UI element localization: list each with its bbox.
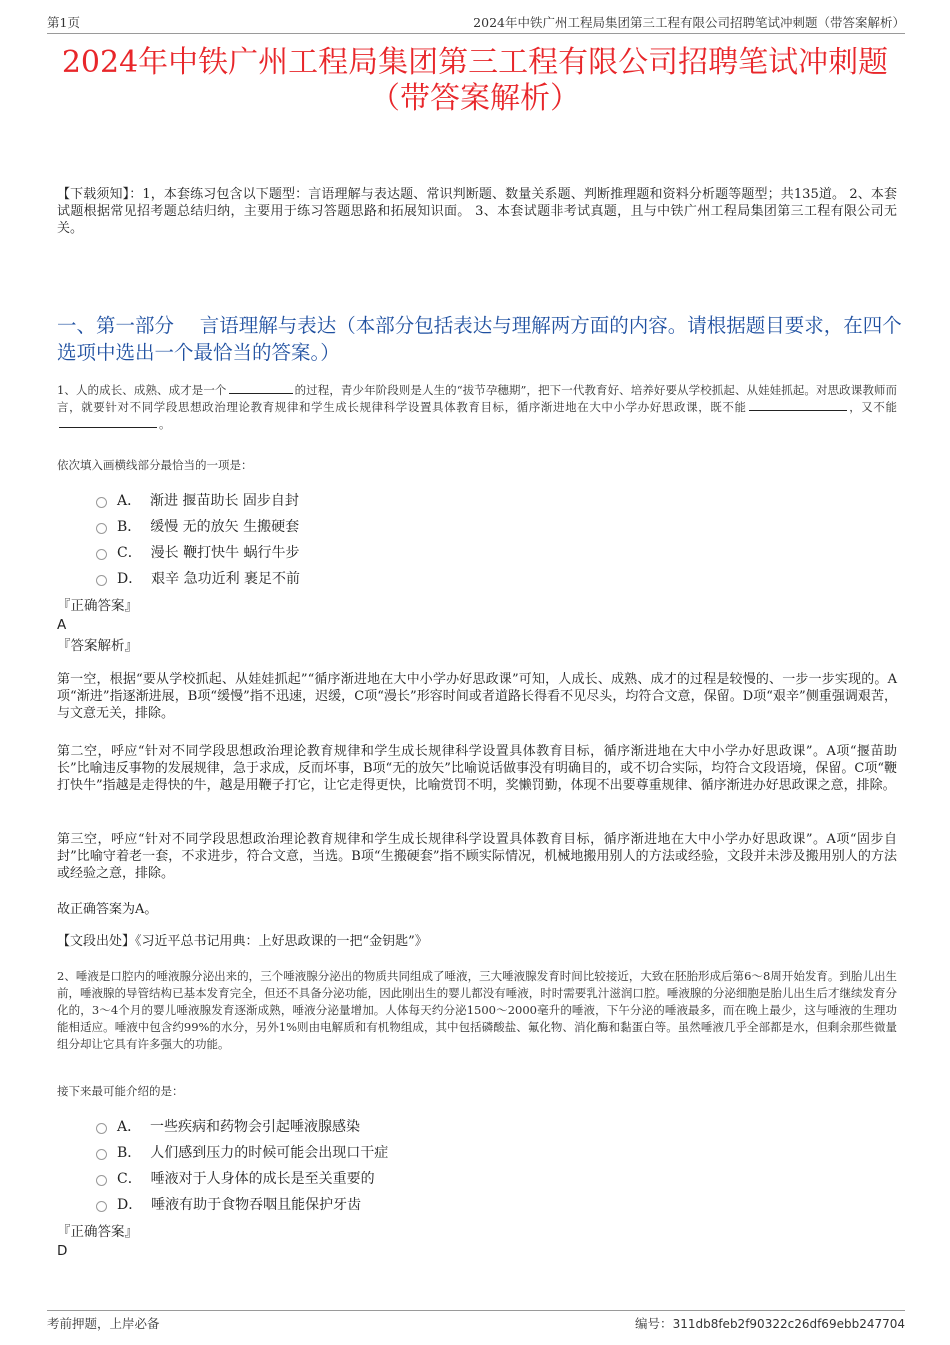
option-text: 人们感到压力的时候可能会出现口干症 bbox=[150, 1145, 389, 1161]
q1-blank-2 bbox=[749, 399, 847, 411]
option-key: B． bbox=[117, 1145, 142, 1161]
option-key: B． bbox=[117, 519, 142, 535]
q1-stem-part-d: 。 bbox=[159, 417, 171, 431]
question-1-stem bbox=[57, 382, 897, 433]
q1-stem-part-b: 的过程，青少年阶段则是人生的“拔节孕穗期”，把下一代教育好、培养好要从学校抓起、从娃娃抓起。对思政课教师而言，就要针对不同学段思想政治理论教育规律和学生成长规律科学设置具体教育目标，循序渐进地在大中小学办好思政课，既不能 bbox=[57, 383, 897, 414]
option-key: A． bbox=[117, 493, 142, 509]
q2-option-b[interactable] bbox=[96, 1143, 388, 1163]
q1-prompt: 依次填入画横线部分最恰当的一项是： bbox=[57, 458, 253, 472]
q1-option-d[interactable] bbox=[96, 569, 300, 589]
download-notice: 【下载须知】：1，本套练习包含以下题型：言语理解与表达题、常识判断题、数量关系题、判断推理题和资料分析题等题型；共135道。 2、本套试题根据常见招考题总结归纳，主要用于练习答题思路和拓展知识面。 3、本套试题非考试真题，且与中铁广州工程局集团第三工程有限公司无关。 bbox=[57, 187, 897, 236]
q1-conclusion: 故正确答案为A。 bbox=[57, 902, 158, 917]
option-key: D． bbox=[117, 1197, 143, 1213]
q2-option-c[interactable] bbox=[96, 1169, 375, 1189]
option-key: D． bbox=[117, 571, 143, 587]
option-text: 渐进 揠苗助长 固步自封 bbox=[150, 493, 299, 509]
page-title: 2024年中铁广州工程局集团第三工程有限公司招聘笔试冲刺题 bbox=[61, 45, 889, 80]
section-title: 一、第一部分 言语理解与表达（本部分包括表达与理解两方面的内容。请根据题目要求，在四个选项中选出一个最恰当的答案。） bbox=[57, 314, 902, 364]
q1-analysis-3: 第三空，呼应“针对不同学段思想政治理论教育规律和学生成长规律科学设置具体教育目标，循序渐进地在大中小学办好思政课”。A项“固步自封”比喻守着老一套，不求进步，符合文意，当选。B项“生搬硬套”指不顾实际情况，机械地搬用别人的方法或经验，文段并未涉及搬用别人的方法或经验之意，排除。 bbox=[57, 832, 897, 881]
option-text: 艰辛 急功近利 裹足不前 bbox=[151, 571, 301, 587]
q1-answer-label: 『正确答案』 bbox=[57, 598, 138, 614]
q2-option-a[interactable] bbox=[96, 1117, 360, 1137]
q1-analysis-1: 第一空，根据“要从学校抓起、从娃娃抓起”“循序渐进地在大中小学办好思政课”可知，人成长、成熟、成才的过程是较慢的、一步一步实现的。A项“渐进”指逐渐进展，B项“缓慢”指不迅速，迟缓，C项“漫长”形容时间或者道路长得看不见尽头，均符合文意，保留。D项“艰辛”侧重强调艰苦，与文意无关，排除。 bbox=[57, 672, 897, 721]
q2-prompt: 接下来最可能介绍的是： bbox=[57, 1084, 184, 1098]
q1-answer: A bbox=[57, 617, 67, 633]
q1-analysis-label: 『答案解析』 bbox=[57, 638, 138, 654]
page-subtitle: （带答案解析） bbox=[370, 81, 580, 116]
radio-icon[interactable] bbox=[96, 1123, 107, 1134]
option-text: 一些疾病和药物会引起唾液腺感染 bbox=[150, 1119, 361, 1135]
header-divider bbox=[47, 33, 905, 34]
q1-source: 【文段出处】《习近平总书记用典：上好思政课的一把“金钥匙”》 bbox=[57, 934, 428, 949]
header-doc-title: 2024年中铁广州工程局集团第三工程有限公司招聘笔试冲刺题（带答案解析） bbox=[473, 15, 905, 30]
radio-icon[interactable] bbox=[96, 523, 107, 534]
q2-answer-label: 『正确答案』 bbox=[57, 1224, 138, 1240]
q1-blank-3 bbox=[59, 416, 157, 428]
footer-divider bbox=[47, 1310, 905, 1311]
option-text: 唾液有助于食物吞咽且能保护牙齿 bbox=[151, 1197, 362, 1213]
q1-stem-part-a: 1、人的成长、成熟、成才是一个 bbox=[57, 383, 227, 397]
option-text: 缓慢 无的放矢 生搬硬套 bbox=[150, 519, 300, 535]
footer-code bbox=[635, 1314, 905, 1332]
radio-icon[interactable] bbox=[96, 497, 107, 508]
radio-icon[interactable] bbox=[96, 575, 107, 586]
q1-analysis-2: 第二空，呼应“针对不同学段思想政治理论教育规律和学生成长规律科学设置具体教育目标，循序渐进地在大中小学办好思政课”。A项“揠苗助长”比喻违反事物的发展规律，急于求成，反而坏事，B项“无的放矢”比喻说话做事没有明确目的，或不切合实际，均符合文段语境，保留。C项“鞭打快牛”指越是走得快的牛，越是用鞭子打它，让它走得更快，比喻赏罚不明，奖懒罚勤，体现不出要尊重规律、循序渐进办好思政课之意，排除。 bbox=[57, 744, 897, 793]
option-key: A． bbox=[117, 1119, 142, 1135]
radio-icon[interactable] bbox=[96, 1201, 107, 1212]
question-2-stem: 2、唾液是口腔内的唾液腺分泌出来的，三个唾液腺分泌出的物质共同组成了唾液，三大唾液腺发育时间比较接近，大致在胚胎形成后第6～8周开始发育。到胎儿出生前，唾液腺的导管结构已基本发育完全，但还不具备分泌功能，因此刚出生的婴儿都没有唾液，时时需要乳汁滋润口腔。唾液腺的分泌细胞是胎儿出生后才继续发育分化的，3～4个月的婴儿唾液腺发育逐渐成熟，唾液分泌量增加。人体每天约分泌1500～2000毫升的唾液，下午分泌的唾液最多，而在晚上最少，这与唾液的生理功能相适应。唾液中包含约99%的水分，另外1%则由电解质和有机物组成，其中包括磷酸盐、氟化物、消化酶和黏蛋白等。虽然唾液几乎全部都是水，但剩余那些微量组分却让它具有许多强大的功能。 bbox=[57, 969, 897, 1051]
q1-option-c[interactable] bbox=[96, 543, 300, 563]
q2-answer: D bbox=[57, 1243, 68, 1259]
footer-code-value: 311db8feb2f90322c26df69ebb247704 bbox=[672, 1317, 905, 1331]
radio-icon[interactable] bbox=[96, 549, 107, 560]
page-number: 第1页 bbox=[47, 15, 80, 30]
q1-option-b[interactable] bbox=[96, 517, 299, 537]
radio-icon[interactable] bbox=[96, 1175, 107, 1186]
footer-slogan: 考前押题，上岸必备 bbox=[47, 1316, 160, 1331]
radio-icon[interactable] bbox=[96, 1149, 107, 1160]
option-key: C． bbox=[117, 1171, 142, 1187]
option-text: 唾液对于人身体的成长是至关重要的 bbox=[150, 1171, 375, 1187]
q1-stem-part-c: ，又不能 bbox=[848, 400, 898, 414]
option-key: C． bbox=[117, 545, 142, 561]
q1-blank-1 bbox=[229, 382, 293, 394]
q2-option-d[interactable] bbox=[96, 1195, 361, 1215]
option-text: 漫长 鞭打快牛 蜗行牛步 bbox=[150, 545, 300, 561]
q1-option-a[interactable] bbox=[96, 491, 299, 511]
footer-code-label: 编号： bbox=[635, 1316, 673, 1331]
